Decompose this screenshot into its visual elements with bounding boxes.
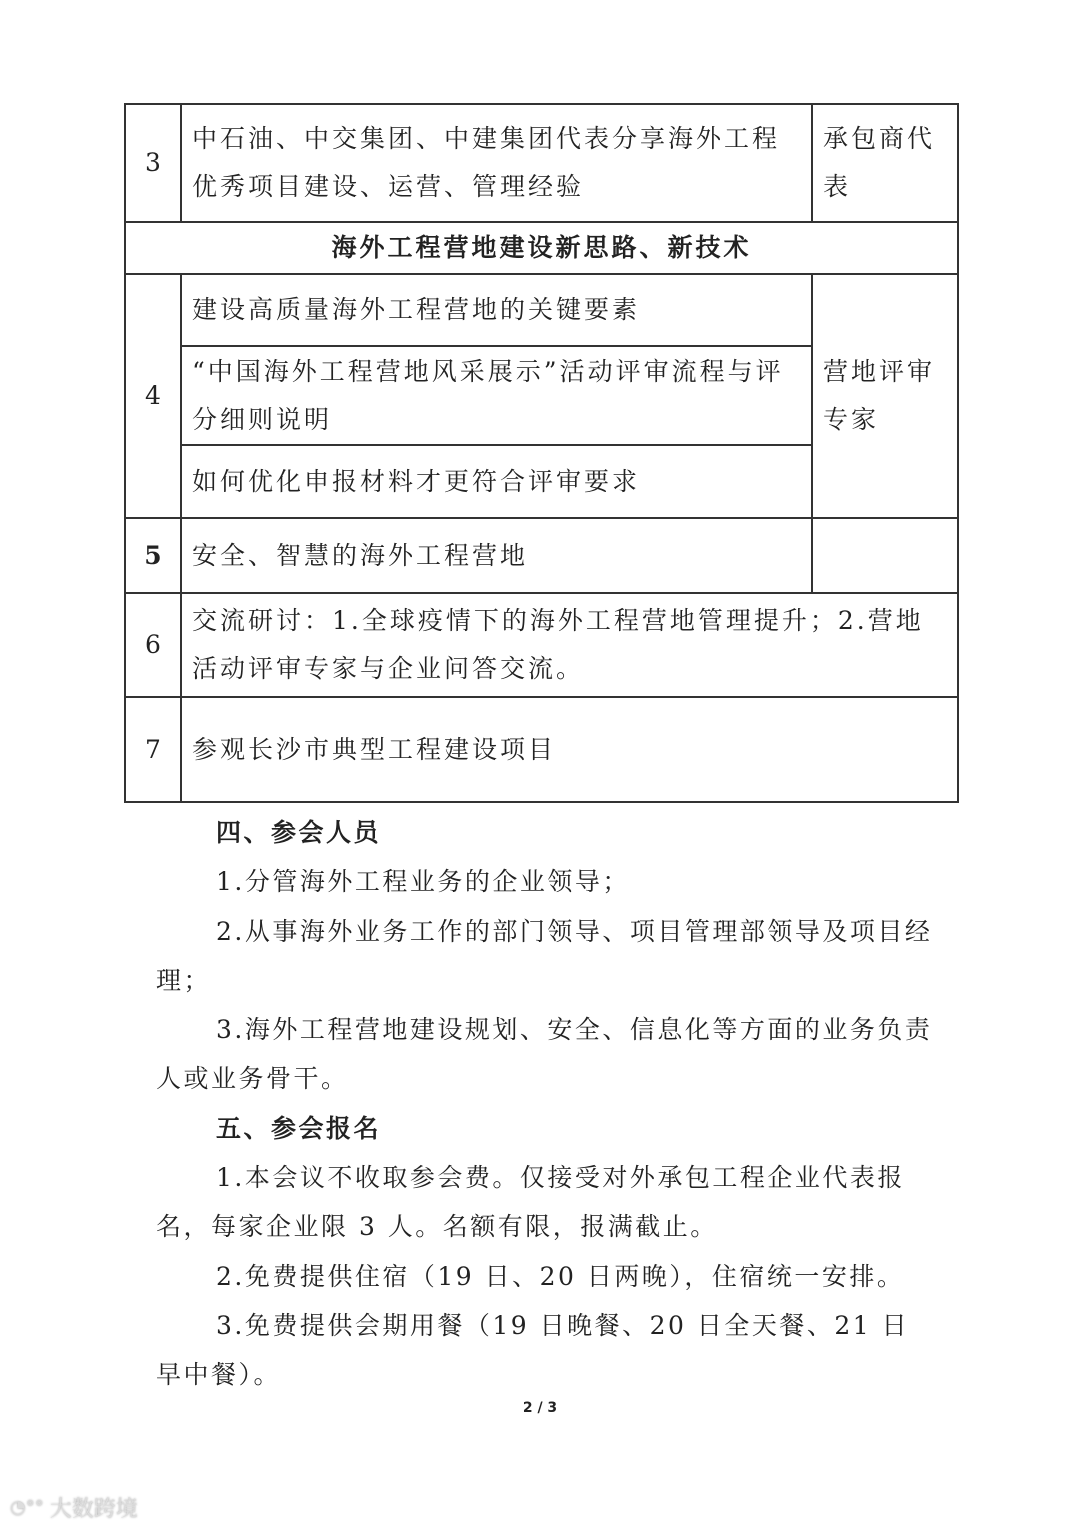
table-row (125, 104, 958, 222)
page-number: 2 / 3 (522, 1400, 558, 1416)
list-item: 3.海外工程营地建设规划、安全、信息化等方面的业务负责人或业务骨干。 (156, 1015, 933, 1094)
table-row (125, 518, 958, 593)
agenda-content: 中石油、中交集团、中建集团代表分享海外工程优秀项目建设、运营、管理经验 (181, 104, 812, 222)
row-number: 4 (125, 274, 181, 518)
table-row (125, 697, 958, 802)
agenda-content: “中国海外工程营地风采展示”活动评审流程与评分细则说明 (181, 346, 812, 445)
agenda-content: 交流研讨：1.全球疫情下的海外工程营地管理提升；2.营地活动评审专家与企业问答交流。 (181, 593, 958, 697)
watermark-text: 大数跨境 (49, 1497, 138, 1522)
row-number: 7 (125, 697, 181, 802)
table-row (125, 593, 958, 697)
list-item: 2.免费提供住宿（19 日、20 日两晚），住宿统一安排。 (216, 1261, 905, 1291)
agenda-content: 安全、智慧的海外工程营地 (181, 518, 812, 593)
agenda-content: 如何优化申报材料才更符合评审要求 (181, 445, 812, 518)
table-row (125, 274, 958, 346)
section-heading: 四、参会人员 (216, 818, 382, 847)
list-item: 3.免费提供会期用餐（19 日晚餐、20 日全天餐、21 日早中餐）。 (156, 1310, 910, 1390)
agenda-table (124, 103, 959, 803)
section-header: 海外工程营地建设新思路、新技术 (125, 222, 958, 274)
agenda-content: 建设高质量海外工程营地的关键要素 (181, 274, 812, 346)
list-item: 1.分管海外工程业务的企业领导； (216, 867, 630, 897)
watermark (10, 1492, 138, 1523)
speaker (812, 518, 958, 593)
speaker: 承包商代表 (812, 104, 958, 222)
speaker: 营地评审专家 (812, 274, 958, 518)
row-number: 5 (125, 518, 181, 593)
section-header-row (125, 222, 958, 274)
agenda-content: 参观长沙市典型工程建设项目 (181, 697, 958, 802)
list-item: 2.从事海外业务工作的部门领导、项目管理部领导及项目经理； (156, 916, 933, 995)
document-body (156, 808, 936, 1400)
list-item: 1.本会议不收取参会费。仅接受对外承包工程企业代表报名，每家企业限 3 人。名额有限，报满截止。 (156, 1163, 905, 1242)
row-number: 6 (125, 593, 181, 697)
row-number: 3 (125, 104, 181, 222)
section-heading: 五、参会报名 (216, 1113, 382, 1143)
watermark-logo-icon: ◔°° (10, 1497, 44, 1518)
